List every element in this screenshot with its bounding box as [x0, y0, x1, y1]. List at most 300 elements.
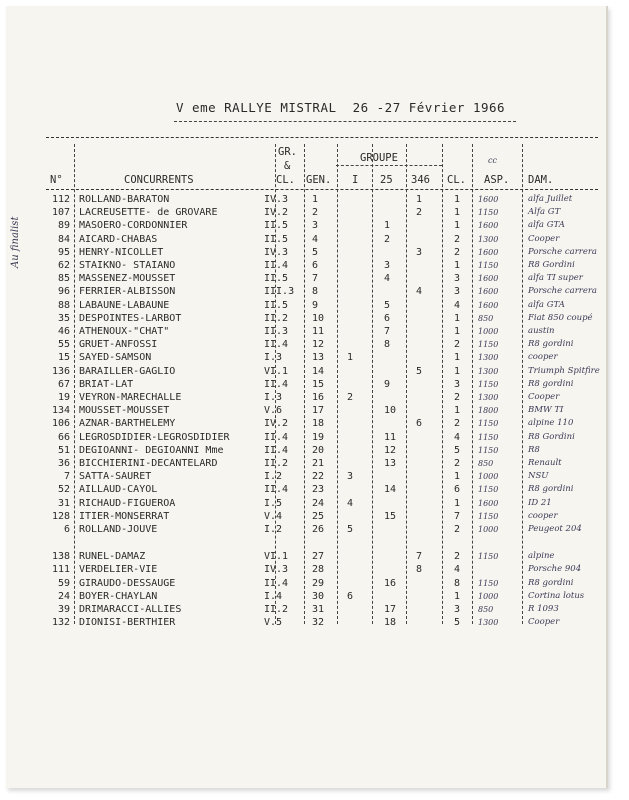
group-346-rank: 7	[416, 551, 423, 563]
general-rank: 8	[312, 286, 319, 298]
competitors-name: SATTA-SAURET	[79, 471, 152, 483]
engine-capacity: 1150	[478, 340, 499, 350]
entry-number: 85	[57, 273, 70, 285]
entry-number: 24	[57, 590, 70, 602]
entry-number: 66	[57, 431, 70, 443]
group-25-rank: 14	[384, 484, 397, 496]
engine-capacity: 1600	[478, 195, 499, 204]
class-rank: 1	[454, 405, 461, 417]
class-rank: 1	[454, 352, 461, 364]
class-rank: 3	[454, 378, 461, 390]
entry-number: 46	[57, 326, 70, 337]
group-class: II.5	[264, 299, 289, 311]
class-rank: 1	[454, 326, 461, 337]
table-row	[6, 233, 606, 246]
competitors-name: LABAUNE-LABAUNE	[79, 299, 170, 311]
class-rank: 4	[454, 431, 461, 443]
competitors-name: DEGIOANNI- DEGIOANNI Mme	[79, 444, 224, 456]
group-i-rank: 3	[347, 471, 354, 483]
table-row	[6, 325, 606, 338]
entry-number: 35	[57, 312, 70, 324]
entry-number: 111	[51, 564, 70, 576]
car-model: Renault	[528, 458, 562, 468]
general-rank: 1	[312, 194, 319, 205]
entry-number: 52	[57, 484, 70, 496]
class-rank: 3	[454, 273, 461, 285]
car-model: Triumph Spitfire	[528, 365, 600, 376]
competitors-name: DESPOINTES-LARBOT	[79, 312, 182, 324]
group-class: III.3	[264, 286, 295, 298]
general-rank: 19	[312, 431, 325, 443]
entry-number: 138	[51, 551, 70, 563]
group-class: II.4	[264, 260, 289, 271]
engine-capacity: 1150	[478, 445, 499, 455]
engine-capacity: 1000	[478, 327, 499, 336]
general-rank: 23	[312, 484, 325, 496]
competitors-name: ATHENOUX-"CHAT"	[79, 326, 170, 337]
table-row	[6, 417, 606, 430]
engine-capacity: 1600	[478, 221, 499, 231]
group-class: II.4	[264, 431, 289, 443]
table-row	[6, 577, 606, 590]
general-rank: 25	[312, 510, 325, 522]
header-gr: GR.	[278, 146, 297, 158]
group-class: I.2	[264, 471, 283, 483]
competitors-name: RICHAUD-FIGUEROA	[79, 497, 176, 509]
group-class: I.3	[264, 352, 283, 364]
general-rank: 11	[312, 326, 325, 337]
general-rank: 10	[312, 312, 325, 324]
entry-number: 134	[51, 405, 70, 417]
entry-number: 36	[57, 458, 70, 469]
group-class: II.3	[264, 326, 289, 337]
entry-number: 89	[57, 220, 70, 232]
car-model: NSU	[528, 471, 549, 482]
engine-capacity: 1800	[478, 406, 499, 416]
table-row	[6, 457, 606, 470]
general-rank: 12	[312, 339, 325, 351]
engine-capacity: 1600	[478, 287, 499, 297]
competitors-name: STAIKNO- STAIANO	[79, 260, 176, 271]
entry-number: 59	[57, 577, 70, 589]
header-group-25: 25	[380, 174, 393, 186]
car-model: alfa GTA	[528, 220, 565, 231]
class-rank: 5	[454, 617, 461, 629]
class-rank: 2	[454, 458, 461, 469]
table-row	[6, 259, 606, 272]
title-underline	[174, 121, 516, 122]
engine-capacity: 1150	[478, 419, 499, 429]
table-row	[6, 193, 606, 206]
entry-number: 112	[51, 194, 70, 205]
engine-capacity: 1150	[478, 261, 499, 270]
class-rank: 2	[454, 418, 461, 430]
general-rank: 15	[312, 378, 325, 390]
group-25-rank: 9	[384, 378, 391, 390]
general-rank: 2	[312, 207, 319, 219]
header-cl: CL.	[276, 174, 295, 186]
engine-capacity: 1150	[478, 379, 499, 389]
car-model: cooper	[528, 352, 558, 363]
competitors-name: BRIAT-LAT	[79, 378, 134, 390]
group-25-rank: 3	[384, 260, 391, 271]
car-model: Porsche carrera	[528, 286, 598, 297]
car-model: R 1093	[528, 604, 559, 614]
group-class: II.2	[264, 458, 289, 469]
page-title	[176, 100, 505, 115]
entry-number: 136	[51, 365, 70, 377]
engine-capacity: 1300	[478, 393, 499, 402]
class-rank: 2	[454, 551, 461, 563]
class-rank: 5	[454, 444, 461, 456]
table-row	[6, 616, 606, 629]
competitors-name: BOYER-CHAYLAN	[79, 590, 158, 602]
general-rank: 17	[312, 405, 325, 417]
group-25-rank: 13	[384, 458, 397, 469]
car-model: ID 21	[528, 497, 552, 508]
car-model: Fiat 850 coupé	[528, 312, 593, 323]
group-i-rank: 5	[347, 524, 354, 535]
group-25-rank: 6	[384, 312, 391, 324]
group-25-rank: 10	[384, 405, 397, 417]
entry-number: 6	[63, 524, 70, 535]
general-rank: 26	[312, 524, 325, 535]
car-model: alpine 110	[528, 418, 574, 429]
engine-capacity: 1300	[478, 234, 499, 244]
groupe-rule	[336, 165, 442, 166]
competitors-name: DIONISI-BERTHIER	[79, 617, 176, 629]
class-rank: 1	[454, 194, 461, 205]
header-amp: &	[284, 160, 291, 172]
group-class: II.4	[264, 577, 289, 589]
entry-number: 132	[51, 617, 70, 629]
general-rank: 27	[312, 551, 325, 563]
entry-number: 96	[57, 286, 70, 298]
group-class: IV.3	[264, 246, 289, 258]
table-row	[6, 285, 606, 298]
header-class: CL.	[447, 174, 466, 186]
engine-capacity: 1150	[478, 208, 499, 218]
competitors-name: VEYRON-MARECHALLE	[79, 392, 182, 403]
table-row	[6, 404, 606, 417]
entry-number: 88	[57, 299, 70, 311]
competitors-name: BICCHIERINI-DECANTELARD	[79, 458, 218, 469]
group-class: V.6	[264, 405, 283, 417]
group-346-rank: 2	[416, 207, 423, 219]
group-346-rank: 4	[416, 286, 423, 298]
competitors-name: GIRAUDO-DESSAUGE	[79, 577, 176, 589]
group-25-rank: 17	[384, 604, 397, 615]
table-row	[6, 444, 606, 457]
handwritten-margin-note: Au finalist	[10, 216, 21, 268]
competitors-name: FERRIER-ALBISSON	[79, 286, 176, 298]
general-rank: 24	[312, 497, 325, 509]
group-25-rank: 1	[384, 220, 391, 232]
group-i-rank: 1	[347, 352, 354, 364]
entry-number: 31	[57, 497, 70, 509]
engine-capacity: 1000	[478, 591, 499, 601]
table-row	[6, 299, 606, 312]
group-346-rank: 6	[416, 418, 423, 430]
engine-capacity: 1150	[478, 552, 499, 562]
general-rank: 32	[312, 617, 325, 629]
car-model: R8 gordini	[528, 577, 574, 588]
competitors-name: ROLLAND-BARATON	[79, 194, 170, 205]
general-rank: 5	[312, 246, 319, 258]
entry-number: 39	[57, 604, 70, 615]
general-rank: 14	[312, 365, 325, 377]
car-model: R8 gordini	[528, 484, 574, 495]
group-class: II.5	[264, 273, 289, 285]
table-top-rule	[46, 137, 598, 138]
car-model: R8 Gordini	[528, 260, 575, 270]
group-25-rank: 5	[384, 299, 391, 311]
class-rank: 8	[454, 577, 461, 589]
competitors-name: MOUSSET-MOUSSET	[79, 405, 170, 417]
car-model: Alfa GT	[528, 207, 561, 218]
engine-capacity: 1600	[478, 498, 499, 508]
group-25-rank: 15	[384, 510, 397, 522]
general-rank: 21	[312, 458, 325, 469]
class-rank: 2	[454, 392, 461, 403]
engine-capacity: 850	[478, 313, 494, 323]
engine-capacity: 1600	[478, 247, 499, 257]
group-class: VI.1	[264, 551, 289, 563]
class-rank: 3	[454, 604, 461, 615]
competitors-name: BARAILLER-GAGLIO	[79, 365, 176, 377]
entry-number: 84	[57, 233, 70, 245]
header-group-i: I	[352, 174, 359, 186]
entry-number: 95	[57, 246, 70, 258]
group-346-rank: 5	[416, 365, 423, 377]
entry-number: 7	[63, 471, 70, 483]
entry-number: 128	[51, 510, 70, 522]
competitors-name: MASOERO-CORDONNIER	[79, 220, 188, 232]
table-row	[6, 550, 606, 563]
general-rank: 30	[312, 590, 325, 602]
table-row	[6, 483, 606, 496]
car-model: R8 gordini	[528, 378, 574, 389]
class-rank: 3	[454, 286, 461, 298]
table-row	[6, 312, 606, 325]
group-class: IV.2	[264, 418, 289, 430]
header-concurrents: CONCURRENTS	[124, 174, 194, 186]
car-model: Porsche carrera	[528, 246, 598, 257]
general-rank: 31	[312, 604, 325, 615]
engine-capacity: 1600	[478, 300, 499, 310]
table-row	[6, 206, 606, 219]
class-rank: 1	[454, 471, 461, 483]
general-rank: 4	[312, 233, 319, 245]
car-model: alfa TI super	[528, 273, 583, 284]
header-num: N°	[50, 174, 63, 186]
competitors-name: AZNAR-BARTHELEMY	[79, 418, 176, 430]
entry-number: 55	[57, 339, 70, 351]
car-model: Cooper	[528, 233, 560, 244]
table-row	[6, 338, 606, 351]
table-row	[6, 497, 606, 510]
handwritten-cc: cc	[488, 156, 497, 165]
group-class: VI.1	[264, 365, 289, 377]
group-class: V.4	[264, 510, 283, 522]
table-row	[6, 470, 606, 483]
class-rank: 6	[454, 484, 461, 496]
general-rank: 28	[312, 564, 325, 576]
results-sheet	[6, 6, 608, 788]
general-rank: 3	[312, 220, 319, 232]
competitors-name: GRUET-ANFOSSI	[79, 339, 158, 351]
group-class: IV.3	[264, 194, 289, 205]
class-rank: 1	[454, 590, 461, 602]
general-rank: 22	[312, 471, 325, 483]
engine-capacity: 850	[478, 459, 494, 468]
entry-number: 51	[57, 444, 70, 456]
engine-capacity: 1150	[478, 578, 499, 588]
competitors-name: DRIMARACCI-ALLIES	[79, 604, 182, 615]
car-model: austin	[528, 326, 555, 336]
engine-capacity: 1600	[478, 274, 499, 284]
table-row	[6, 563, 606, 576]
group-25-rank: 11	[384, 431, 397, 443]
engine-capacity: 1150	[478, 511, 499, 521]
car-model: Porsche 904	[528, 564, 582, 575]
engine-capacity: 1300	[478, 353, 499, 363]
general-rank: 9	[312, 299, 319, 311]
general-rank: 18	[312, 418, 325, 430]
header-groupe: GROUPE	[360, 152, 398, 164]
engine-capacity: 850	[478, 605, 494, 614]
class-rank: 2	[454, 339, 461, 351]
group-25-rank: 7	[384, 326, 391, 337]
group-class: I.5	[264, 497, 283, 509]
group-346-rank: 8	[416, 564, 423, 576]
group-25-rank: 8	[384, 339, 391, 351]
car-model: Cooper	[528, 617, 560, 628]
group-class: II.2	[264, 312, 289, 324]
car-model: Cortina lotus	[528, 590, 585, 601]
group-i-rank: 6	[347, 590, 354, 602]
group-class: V.5	[264, 617, 283, 629]
entry-number: 62	[57, 260, 70, 271]
group-class: II.5	[264, 233, 289, 245]
group-class: IV.2	[264, 207, 289, 219]
header-dam: DAM.	[528, 174, 554, 186]
competitors-name: VERDELIER-VIE	[79, 564, 158, 576]
entry-number: 15	[57, 352, 70, 364]
group-346-rank: 1	[416, 194, 423, 205]
entry-number: 107	[51, 207, 70, 219]
engine-capacity: 1300	[478, 618, 499, 628]
header-bottom-rule	[46, 189, 598, 190]
table-row	[6, 365, 606, 378]
group-class: II.4	[264, 484, 289, 496]
group-class: II.5	[264, 220, 289, 232]
rally-name: V eme RALLYE MISTRAL	[176, 100, 337, 115]
class-rank: 2	[454, 524, 461, 535]
table-row	[6, 603, 606, 616]
header-asp: ASP.	[484, 174, 510, 186]
competitors-name: LACREUSETTE- de GROVARE	[79, 207, 218, 219]
class-rank: 1	[454, 365, 461, 377]
table-row	[6, 351, 606, 364]
class-rank: 1	[454, 497, 461, 509]
competitors-name: RUNEL-DAMAZ	[79, 551, 146, 563]
engine-capacity: 1150	[478, 485, 499, 495]
table-row	[6, 590, 606, 603]
class-rank: 1	[454, 312, 461, 324]
group-class: II.4	[264, 339, 289, 351]
general-rank: 20	[312, 444, 325, 456]
competitors-name: AILLAUD-CAYOL	[79, 484, 158, 496]
group-class: I.3	[264, 392, 283, 403]
table-row	[6, 510, 606, 523]
car-model: BMW TI	[528, 405, 564, 416]
group-25-rank: 12	[384, 444, 397, 456]
car-model: R8 gordini	[528, 339, 574, 350]
class-rank: 4	[454, 299, 461, 311]
group-class: I.4	[264, 590, 283, 602]
class-rank: 1	[454, 207, 461, 219]
rally-dates: 26 -27 Février 1966	[352, 100, 506, 115]
competitors-name: ROLLAND-JOUVE	[79, 524, 158, 535]
group-i-rank: 4	[347, 497, 354, 509]
class-rank: 2	[454, 233, 461, 245]
class-rank: 1	[454, 220, 461, 232]
group-class: II.4	[264, 444, 289, 456]
competitors-name: HENRY-NICOLLET	[79, 246, 164, 258]
competitors-name: LEGROSDIDIER-LEGROSDIDIER	[79, 431, 230, 443]
competitors-name: MASSENEZ-MOUSSET	[79, 273, 176, 285]
group-class: I.2	[264, 524, 283, 535]
car-model: R8 Gordini	[528, 431, 575, 442]
competitors-name: ITIER-MONSERRAT	[79, 510, 170, 522]
group-class: IV.3	[264, 564, 289, 576]
header-group-346: 346	[411, 174, 430, 186]
entry-number: 67	[57, 378, 70, 390]
class-rank: 1	[454, 260, 461, 271]
competitors-name: SAYED-SAMSON	[79, 352, 152, 364]
table-row	[6, 246, 606, 259]
general-rank: 29	[312, 577, 325, 589]
car-model: Cooper	[528, 392, 560, 402]
group-25-rank: 4	[384, 273, 391, 285]
group-class: II.2	[264, 604, 289, 615]
general-rank: 7	[312, 273, 319, 285]
car-model: alpine	[528, 551, 555, 562]
table-row	[6, 219, 606, 232]
table-row	[6, 431, 606, 444]
header-gen: GEN.	[306, 174, 332, 186]
engine-capacity: 1150	[478, 432, 499, 442]
general-rank: 6	[312, 260, 319, 271]
group-25-rank: 2	[384, 233, 391, 245]
car-model: Peugeot 204	[528, 524, 582, 534]
table-row	[6, 272, 606, 285]
entry-number: 106	[51, 418, 70, 430]
group-i-rank: 2	[347, 392, 354, 403]
entry-number: 19	[57, 392, 70, 403]
class-rank: 2	[454, 246, 461, 258]
engine-capacity: 1300	[478, 366, 499, 376]
class-rank: 4	[454, 564, 461, 576]
table-row	[6, 391, 606, 404]
car-model: cooper	[528, 510, 558, 521]
class-rank: 7	[454, 510, 461, 522]
group-25-rank: 18	[384, 617, 397, 629]
group-class: II.4	[264, 378, 289, 390]
table-row	[6, 378, 606, 391]
car-model: alfa GTA	[528, 299, 565, 310]
